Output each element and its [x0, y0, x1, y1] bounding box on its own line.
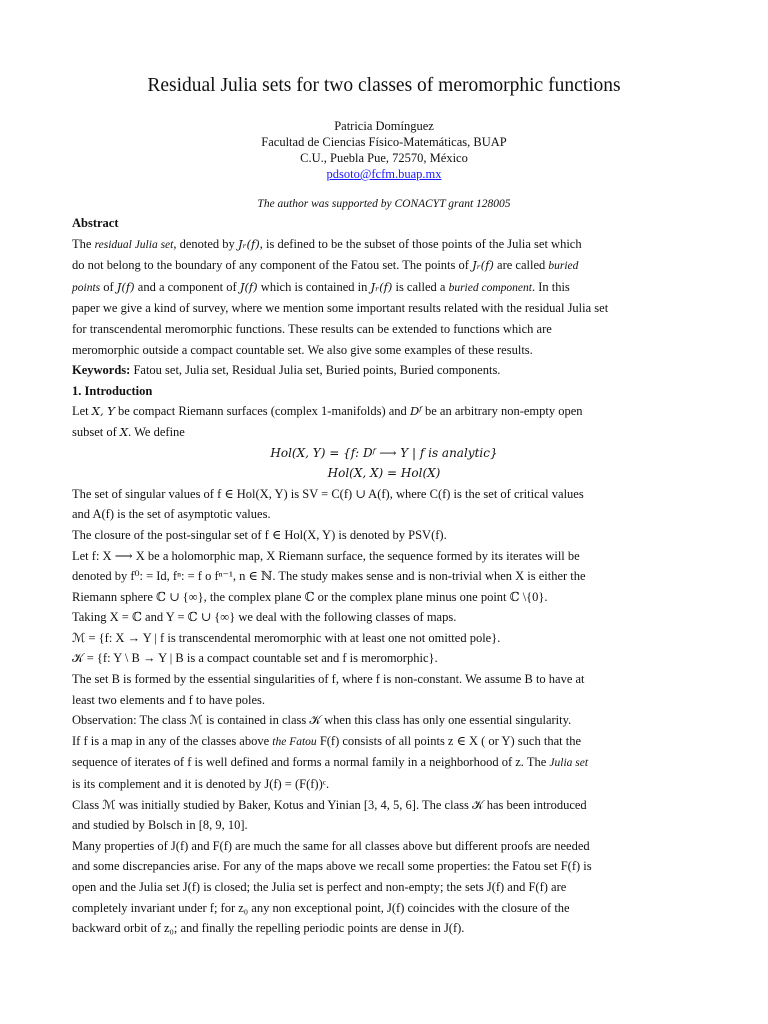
text: of — [100, 279, 117, 294]
keywords-label: Keywords: — [72, 363, 131, 378]
text: The — [72, 236, 95, 251]
intro-line-18: Class ℳ was initially studied by Baker, Kotus and Yinian [3, 4, 5, 6]. The class 𝒦 has been introduced — [72, 797, 587, 812]
text: If f is a map in any of the classes above — [72, 733, 273, 748]
intro-line-5: The closure of the post-singular set of f ∈ Hol(X, Y) is denoted by PSV(f). — [72, 527, 447, 542]
text: do not belong to the boundary of any component of the Fatou set. The points of — [72, 258, 473, 273]
text: are called — [493, 258, 549, 273]
intro-line-21: and some discrepancies arise. For any of the maps above we recall some properties: the Fatou set F(f) is — [72, 859, 592, 874]
term-buried: buried — [548, 260, 579, 273]
math-jr: Jᵣ(f) — [370, 279, 393, 294]
intro-line-12: The set B is formed by the essential singularities of f, where f is non-constant. We assume B to have at — [72, 672, 585, 687]
abstract-line-6: meromorphic outside a compact countable set. We also give some examples of these results. — [72, 342, 533, 357]
intro-line-22: open and the Julia set J(f) is closed; the Julia set is perfect and non-empty; the sets J(f) and F(f) are — [72, 880, 567, 894]
intro-line-3: The set of singular values of f ∈ Hol(X, Y) is SV = C(f) ∪ A(f), where C(f) is the set of critical values — [72, 486, 584, 501]
math-jr: Jᵣ(f) — [237, 236, 260, 251]
intro-line-9: Taking X = ℂ and Y = ℂ ∪ {∞} we deal with the following classes of maps. — [72, 610, 457, 625]
text: subset of — [72, 424, 120, 439]
section-heading-introduction: 1. Introduction — [72, 383, 153, 398]
intro-line-24: backward orbit of z₀; and finally the repelling periodic points are dense in J(f). — [72, 921, 465, 936]
equation-hol-x: Hol(X, X) = Hol(X) — [327, 466, 441, 481]
abstract-line-2 — [72, 255, 696, 277]
paper-title: Residual Julia sets for two classes of meromorphic functions — [147, 75, 621, 96]
term-points: points — [72, 281, 101, 294]
text: and a component of — [134, 279, 240, 294]
intro-line-13: least two elements and f to have poles. — [72, 692, 265, 707]
keywords-line — [72, 360, 696, 381]
math-xy: X, Y — [91, 404, 115, 419]
text: is called a — [392, 279, 449, 294]
intro-line-17: is its complement and it is denoted by J(f) = (F(f))ᶜ. — [72, 777, 330, 792]
intro-line-2 — [72, 422, 696, 443]
text: F(f) consists of all points z ∈ X ( or Y) such that the — [316, 733, 581, 748]
term-residual-julia-set: residual Julia set — [94, 238, 174, 251]
term-buried-component: buried component — [448, 281, 532, 294]
text: be an arbitrary non-empty open — [421, 404, 583, 419]
intro-line-19: and studied by Bolsch in [8, 9, 10]. — [72, 818, 248, 833]
abstract-line-1 — [72, 234, 696, 256]
math-jf: J(f) — [239, 279, 258, 294]
intro-line-6: Let f: X ⟶ X be a holomorphic map, X Riemann surface, the sequence formed by its iterates will be — [72, 548, 580, 563]
text: . We define — [128, 424, 185, 439]
term-julia-set: Julia set — [549, 757, 589, 770]
author-affiliation: Facultad de Ciencias Físico-Matemáticas, BUAP — [261, 135, 507, 149]
math-df: Dᶠ — [409, 404, 422, 419]
observation-line: Observation: The class ℳ is contained in class 𝒦 when this class has only one essential singularity. — [72, 713, 572, 728]
intro-line-23: completely invariant under f; for z₀ any non exceptional point, J(f) coincides with the closure of the — [72, 900, 570, 915]
keywords-text: Fatou set, Julia set, Residual Julia set, Buried points, Buried components. — [130, 363, 501, 378]
math-jf: J(f) — [116, 279, 135, 294]
text: . In this — [531, 279, 570, 294]
abstract-line-4: paper we give a kind of survey, where we mention some important results related with the residual Julia set — [72, 301, 609, 316]
abstract-line-3 — [72, 277, 696, 299]
term-fatou: the Fatou — [272, 735, 317, 748]
math-x: X — [119, 424, 129, 439]
author-name: Patricia Domínguez — [334, 119, 434, 133]
text: which is contained in — [257, 279, 371, 294]
text: be compact Riemann surfaces (complex 1-manifolds) and — [114, 404, 410, 419]
intro-line-7: denoted by f⁰: = Id, fⁿ: = f o fⁿ⁻¹, n ∈ ℕ. The study makes sense and is non-trivial when X is either the — [72, 569, 586, 584]
text: , denoted by — [173, 236, 238, 251]
class-k-definition: 𝒦 = {f: Y \ B → Y | B is a compact countable set and f is meromorphic}. — [72, 651, 438, 666]
abstract-heading: Abstract — [72, 216, 119, 230]
abstract-line-5: for transcendental meromorphic functions. These results can be extended to functions which are — [72, 321, 552, 336]
text: , is defined to be the subset of those points of the Julia set which — [259, 236, 582, 251]
intro-line-1 — [72, 401, 696, 422]
equation-hol-xy: Hol(X, Y) = {f: Dᶠ ⟶ Y | f is analytic} — [270, 445, 498, 460]
intro-line-4: and A(f) is the set of asymptotic values. — [72, 507, 271, 522]
text: Let — [72, 404, 92, 419]
author-email-link[interactable]: pdsoto@fcfm.buap.mx — [326, 167, 442, 181]
intro-line-15 — [72, 731, 696, 753]
author-block — [72, 118, 696, 182]
math-jr: Jᵣ(f) — [472, 258, 494, 273]
class-m-definition: ℳ = {f: X → Y | f is transcendental meromorphic with at least one not omitted pole}. — [72, 630, 501, 645]
intro-line-20: Many properties of J(f) and F(f) are much the same for all classes above but different proofs are needed — [72, 838, 590, 853]
author-address: C.U., Puebla Pue, 72570, México — [300, 151, 468, 165]
intro-line-8: Riemann sphere ℂ ∪ {∞}, the complex plane ℂ or the complex plane minus one point ℂ \{0}. — [72, 589, 548, 604]
funding-note: The author was supported by CONACYT grant 128005 — [257, 198, 511, 210]
intro-line-16 — [72, 752, 696, 774]
text: sequence of iterates of f is well defined and forms a normal family in a neighborhood of z. The — [72, 755, 550, 770]
